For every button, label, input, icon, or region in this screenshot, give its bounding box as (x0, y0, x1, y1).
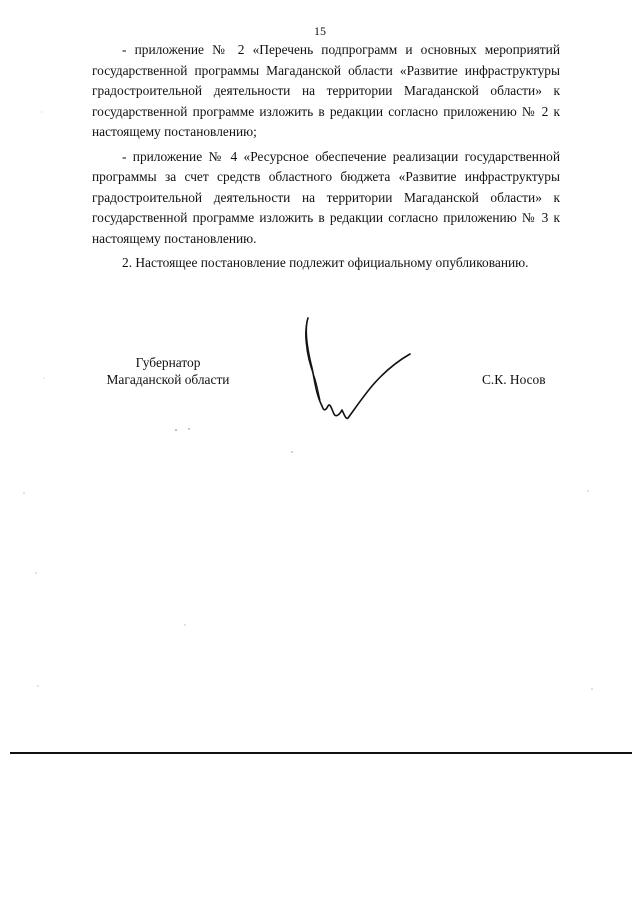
paragraph-publication: 2. Настоящее постановление подлежит официальному опубликованию. (122, 255, 529, 270)
signatory-position-line-2: Магаданской области (106, 372, 230, 387)
handwritten-signature (290, 310, 430, 430)
signer-name: С.К. Носов (482, 372, 546, 387)
page-number: 15 (314, 24, 326, 38)
paragraph-appendix-2: - приложение № 2 «Перечень подпрограмм и основных мероприятий государственной программы Магаданской области «Развитие инфраструктуры градостроительной деятельности на территории Магаданской области» к государственной программе изложить в редакции согласно приложению № 2 к настоящему постановлению; (92, 42, 560, 139)
paragraph-appendix-4: - приложение № 4 «Ресурсное обеспечение реализации государственной программы за счет средств областного бюджета «Развитие инфраструктуры градостроительной деятельности на территории Магаданской области» к государственной программе изложить в редакции согласно приложению № 3 к настоящему постановлению. (92, 148, 560, 246)
signatory-position-line-1: Губернатор (135, 355, 201, 370)
signatory-position (98, 354, 238, 388)
bottom-rule-divider (10, 752, 632, 754)
